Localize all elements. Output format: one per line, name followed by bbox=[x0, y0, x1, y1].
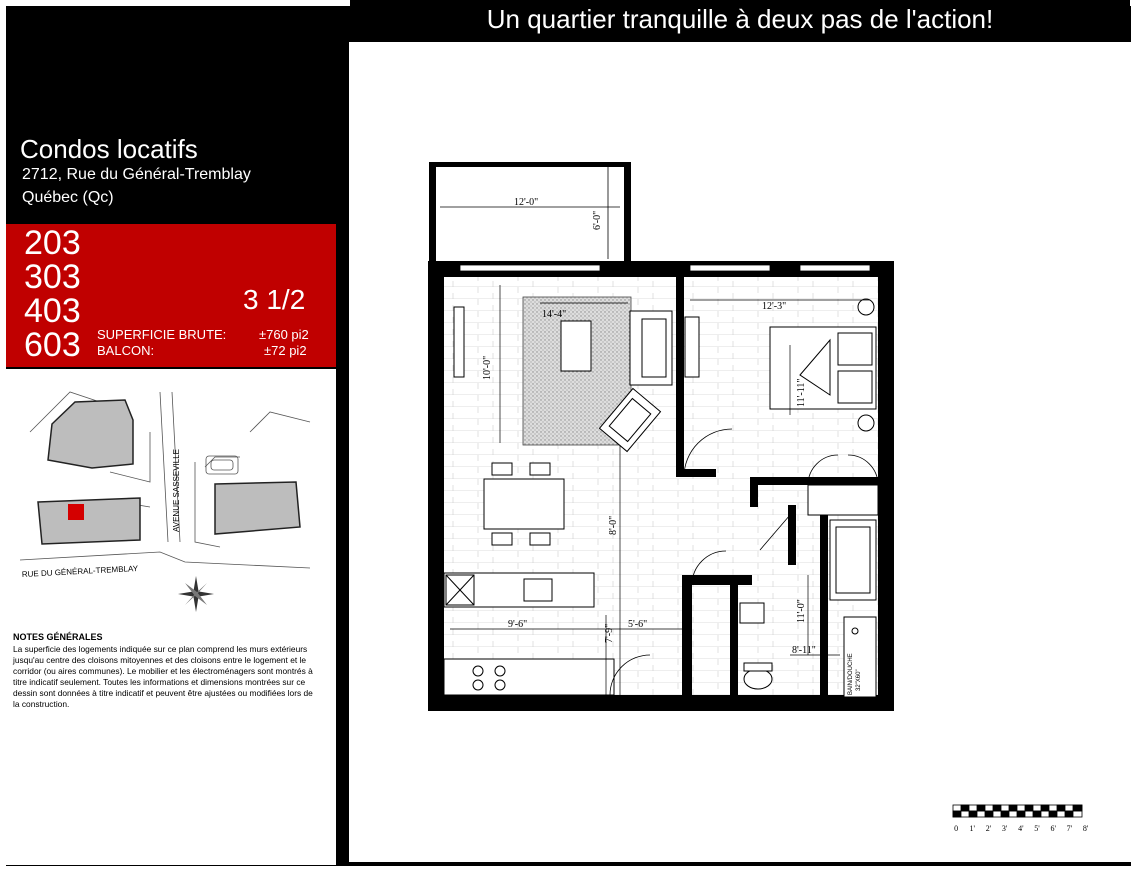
scale-label: 0 bbox=[954, 824, 959, 833]
site-map bbox=[10, 372, 335, 622]
notes-title: NOTES GÉNÉRALES bbox=[13, 632, 103, 642]
bath-label-1: BAIN/DOUCHE bbox=[848, 653, 854, 695]
unit-type: 3 1/2 bbox=[243, 284, 306, 315]
dim-dining: 8'-0" bbox=[608, 515, 619, 535]
building-2 bbox=[38, 498, 140, 544]
unit-number: 303 bbox=[24, 258, 81, 296]
building-3 bbox=[215, 482, 300, 534]
dim-bedroom-width: 12'-3" bbox=[762, 301, 787, 312]
scale-label: 6' bbox=[1050, 824, 1056, 833]
bath-label-2: 32"X60" bbox=[856, 669, 862, 691]
scale-bar bbox=[952, 804, 1084, 822]
dim-living-depth: 10'-0" bbox=[482, 355, 493, 380]
floor-plan bbox=[420, 155, 910, 720]
balcon-value: ±72 pi2 bbox=[264, 343, 307, 358]
superficie-label: SUPERFICIE BRUTE: bbox=[97, 327, 227, 342]
dim-living-width: 14'-4" bbox=[542, 309, 567, 320]
notes-body: La superficie des logements indiquée sur ce plan comprend les murs extérieurs jusqu'au centre des cloisons mitoyennes et des cloisons entre le logement et le corridor (ou aires communes). Le mobilier et les électroménagers sont montrés à titre indicatif seulement. Toutes les informations et dimensions montrées sur ce dessin sont données à titre indicatif et peuvent être ajustées ou modifiées lors de la construction. bbox=[13, 644, 313, 709]
address-line-1: 2712, Rue du Général-Tremblay bbox=[22, 166, 251, 183]
scale-label: 4' bbox=[1018, 824, 1024, 833]
compass-rose-icon bbox=[178, 576, 214, 612]
dim-bath-depth: 11'-0" bbox=[796, 599, 807, 623]
road-horizontal bbox=[20, 552, 310, 568]
dim-bath-width: 8'-11" bbox=[792, 645, 816, 656]
scale-label: 8' bbox=[1082, 824, 1089, 833]
dim-kitchen-depth: 7'-9" bbox=[604, 623, 615, 643]
sofa bbox=[630, 311, 672, 385]
building-1 bbox=[48, 400, 133, 468]
dresser bbox=[685, 317, 699, 377]
dim-balcony-depth: 6'-0" bbox=[592, 210, 603, 230]
unit-location-marker bbox=[68, 504, 84, 520]
tv-stand bbox=[454, 307, 464, 377]
coffee-table bbox=[561, 321, 591, 371]
street-horizontal-label: RUE DU GÉNÉRAL-TREMBLAY bbox=[21, 563, 139, 579]
scale-label: 7' bbox=[1066, 824, 1073, 833]
listing-title: Condos locatifs bbox=[20, 134, 198, 164]
address-line-2: Québec (Qc) bbox=[22, 189, 114, 206]
dim-balcony-width: 12'-0" bbox=[514, 197, 539, 208]
scale-label: 3' bbox=[1001, 824, 1008, 833]
scale-bar-labels bbox=[948, 824, 1094, 833]
dim-kitchen-left: 9'-6" bbox=[508, 619, 528, 630]
scale-label: 1' bbox=[969, 824, 975, 833]
unit-number: 403 bbox=[24, 292, 81, 330]
balcon-label: BALCON: bbox=[97, 343, 155, 358]
headline-banner: Un quartier tranquille à deux pas de l'action! bbox=[350, 0, 1130, 38]
unit-number: 203 bbox=[24, 224, 81, 262]
scale-label: 5' bbox=[1034, 824, 1040, 833]
superficie-value: ±760 pi2 bbox=[259, 327, 309, 342]
unit-number: 603 bbox=[24, 326, 81, 364]
scale-label: 2' bbox=[985, 824, 992, 833]
street-vertical-label: AVENUE SASSEVILLE bbox=[172, 449, 181, 532]
dim-bedroom-depth: 11'-11" bbox=[796, 378, 807, 407]
dim-kitchen-mid: 5'-6" bbox=[628, 619, 648, 630]
